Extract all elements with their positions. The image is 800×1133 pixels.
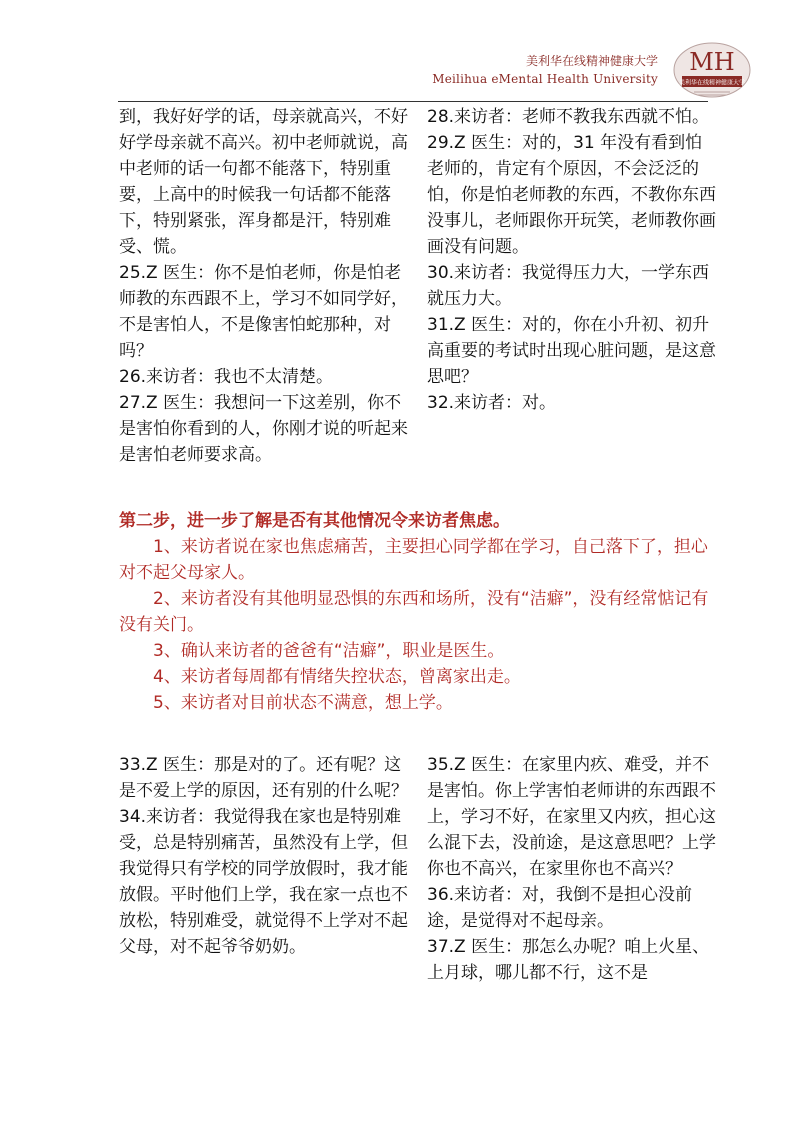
dialogue-column-top-right [427, 104, 717, 416]
step-title: 第二步，进一步了解是否有其他情况令来访者焦虑。 [119, 511, 510, 531]
step-item: 2、来访者没有其他明显恐惧的东西和场所，没有“洁癖”，没有经常惦记有没有关门。 [119, 589, 709, 635]
step-two-section [119, 508, 719, 716]
header-divider [118, 101, 708, 102]
dialogue-column-bottom-left [119, 752, 409, 960]
dialogue-paragraph: 34.来访者：我觉得我在家也是特别难受，总是特别痛苦，虽然没有上学，但我觉得只有学校的同学放假时，我才能放假。平时他们上学，我在家一点也不放松，特别难受，就觉得不上学对不起父母，对不起爷爷奶奶。 [119, 807, 408, 957]
dialogue-paragraph: 29.Z 医生：对的，31 年没有看到怕老师的，肯定有个原因，不会泛泛的怕，你是怕老师教的东西，不教你东西没事儿，老师跟你开玩笑，老师教你画画没有问题。 [427, 133, 716, 257]
dialogue-column-top-left [119, 104, 409, 468]
dialogue-paragraph: 35.Z 医生：在家里内疚、难受，并不是害怕。你上学害怕老师讲的东西跟不上，学习不好，在家里又内疚，担心这么混下去，没前途，是这意思吧？上学你也不高兴，在家里你也不高兴？ [427, 755, 716, 879]
svg-text:美利华在线精神健康大学: 美利华在线精神健康大学 [678, 79, 746, 87]
dialogue-paragraph: 32.来访者：对。 [427, 393, 557, 413]
step-item: 1、来访者说在家也焦虑痛苦，主要担心同学都在学习，自己落下了，担心对不起父母家人。 [119, 537, 708, 583]
dialogue-paragraph: 37.Z 医生：那怎么办呢？咱上火星、上月球，哪儿都不行，这不是 [427, 937, 710, 983]
dialogue-paragraph: 33.Z 医生：那是对的了。还有呢？这是不爱上学的原因，还有别的什么呢？ [119, 755, 408, 801]
dialogue-column-bottom-right [427, 752, 717, 986]
dialogue-paragraph: 到，我好好学的话，母亲就高兴，不好好学母亲就不高兴。初中老师就说，高中老师的话一句都不能落下，特别重要，上高中的时候我一句话都不能落下，特别紧张，浑身都是汗，特别难受、慌。 [119, 107, 408, 257]
brand-name-english: Meilihua eMental Health University [432, 72, 658, 86]
dialogue-paragraph: 27.Z 医生：我想问一下这差别，你不是害怕你看到的人，你刚才说的听起来是害怕老师要求高。 [119, 393, 408, 465]
page-header [0, 0, 800, 100]
dialogue-paragraph: 36.来访者：对，我倒不是担心没前途，是觉得对不起母亲。 [427, 885, 693, 931]
university-logo [672, 40, 752, 106]
dialogue-paragraph: 25.Z 医生：你不是怕老师，你是怕老师教的东西跟不上，学习不如同学好，不是害怕人，不是像害怕蛇那种，对吗？ [119, 263, 408, 361]
svg-text:MH: MH [689, 48, 735, 76]
step-item: 5、来访者对目前状态不满意，想上学。 [153, 693, 453, 713]
step-item: 3、确认来访者的爸爸有“洁癖”，职业是医生。 [153, 641, 505, 661]
dialogue-paragraph: 30.来访者：我觉得压力大，一学东西就压力大。 [427, 263, 710, 309]
dialogue-paragraph: 31.Z 医生：对的，你在小升初、初升高重要的考试时出现心脏问题，是这意思吧？ [427, 315, 716, 387]
step-item: 4、来访者每周都有情绪失控状态，曾离家出走。 [153, 667, 521, 687]
dialogue-paragraph: 28.来访者：老师不教我东西就不怕。 [427, 107, 710, 127]
brand-name-chinese: 美利华在线精神健康大学 [525, 54, 658, 68]
dialogue-paragraph: 26.来访者：我也不太清楚。 [119, 367, 334, 387]
